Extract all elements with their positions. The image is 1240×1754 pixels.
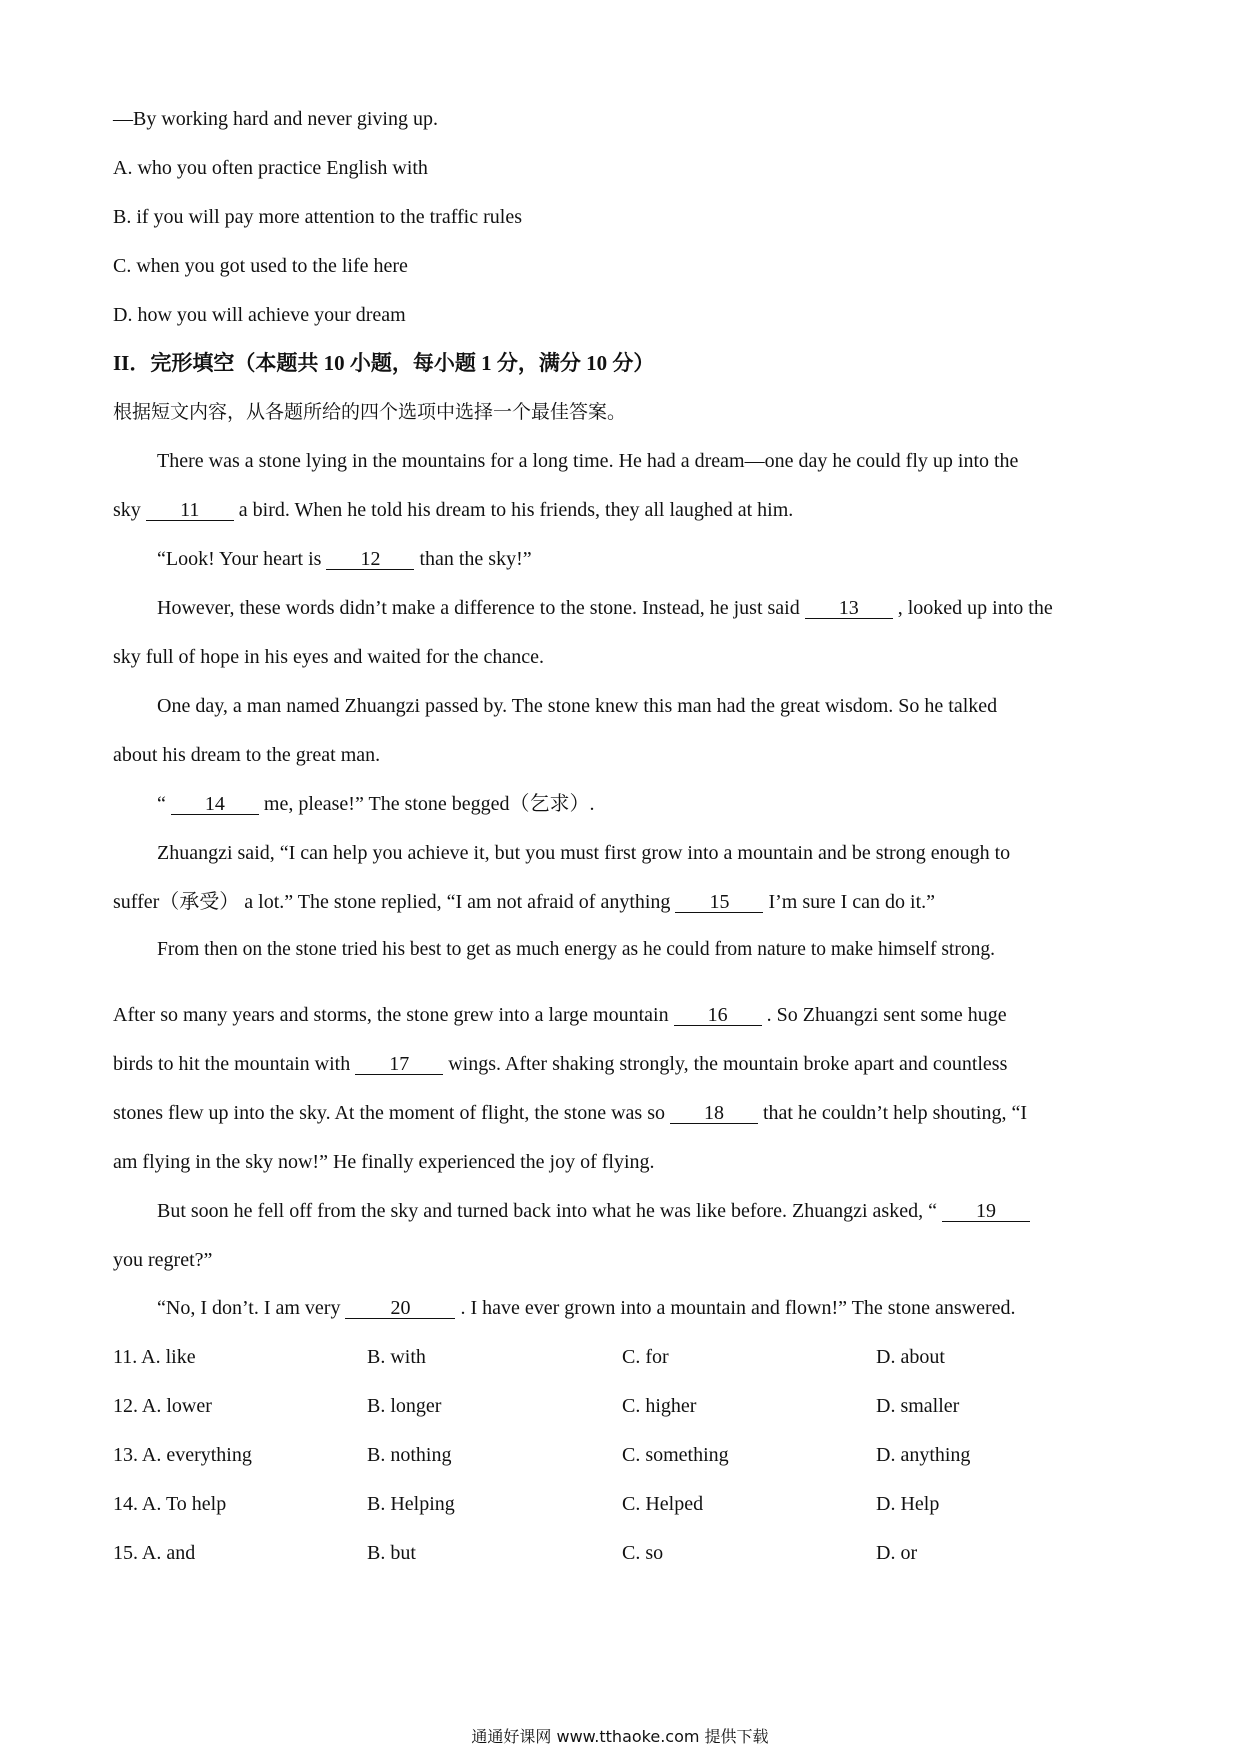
passage-line-15: am flying in the sky now!” He finally experienced the joy of flying. xyxy=(113,1151,655,1173)
blank-15: 15 xyxy=(675,892,763,913)
option-14-b: B. Helping xyxy=(367,1493,455,1515)
passage-line-5: sky full of hope in his eyes and waited for the chance. xyxy=(113,646,544,668)
passage-line-8 xyxy=(157,792,595,816)
passage-text: But soon he fell off from the sky and turned back into what he was like before. Zhuangzi asked, “ xyxy=(157,1200,942,1222)
blank-16: 16 xyxy=(674,1005,762,1026)
option-15-c: C. so xyxy=(622,1542,664,1564)
passage-line-1: There was a stone lying in the mountains for a long time. He had a dream—one day he could fly up into the xyxy=(157,450,1019,472)
blank-13: 13 xyxy=(805,598,893,619)
blank-11: 11 xyxy=(146,500,234,521)
option-13-c: C. something xyxy=(622,1444,729,1466)
option-13-d: D. anything xyxy=(876,1444,971,1466)
passage-line-10 xyxy=(113,890,935,914)
option-15-b: B. but xyxy=(367,1542,416,1564)
passage-text: “No, I don’t. I am very xyxy=(157,1297,346,1319)
option-13-a: 13. A. everything xyxy=(113,1444,252,1466)
option-15-d: D. or xyxy=(876,1542,918,1564)
option-12-d: D. smaller xyxy=(876,1395,960,1417)
option-14-c: C. Helped xyxy=(622,1493,704,1515)
section-heading: II．完形填空（本题共 10 小题，每小题 1 分，满分 10 分） xyxy=(113,351,655,375)
passage-text: , looked up into the xyxy=(892,597,1053,619)
passage-text: . So Zhuangzi sent some huge xyxy=(761,1004,1007,1026)
passage-text: birds to hit the mountain with xyxy=(113,1053,356,1075)
passage-text: a bird. When he told his dream to his friends, they all laughed at him. xyxy=(233,499,794,521)
passage-text: After so many years and storms, the stone grew into a large mountain xyxy=(113,1004,674,1026)
passage-line-13 xyxy=(113,1052,1007,1076)
choice-c: C. when you got used to the life here xyxy=(113,255,408,277)
option-13-b: B. nothing xyxy=(367,1444,452,1466)
option-12-c: C. higher xyxy=(622,1395,697,1417)
choice-b: B. if you will pay more attention to the traffic rules xyxy=(113,206,522,228)
blank-12: 12 xyxy=(326,549,414,570)
passage-text: me, please!” The stone begged（乞求）. xyxy=(258,793,595,815)
passage-line-18 xyxy=(157,1296,1015,1320)
passage-text: suffer（承受） a lot.” The stone replied, “I am not afraid of anything xyxy=(113,891,676,913)
passage-text: than the sky!” xyxy=(414,548,532,570)
option-12-b: B. longer xyxy=(367,1395,442,1417)
passage-text: . I have ever grown into a mountain and flown!” The stone answered. xyxy=(455,1297,1016,1319)
choice-a: A. who you often practice English with xyxy=(113,157,428,179)
passage-line-3 xyxy=(157,547,532,571)
option-11-a: 11. A. like xyxy=(113,1346,196,1368)
option-14-a: 14. A. To help xyxy=(113,1493,227,1515)
passage-line-14 xyxy=(113,1101,1027,1125)
answer-line: —By working hard and never giving up. xyxy=(113,108,438,130)
passage-text: “Look! Your heart is xyxy=(157,548,327,570)
passage-text: “ xyxy=(157,793,171,815)
option-11-c: C. for xyxy=(622,1346,669,1368)
passage-line-16 xyxy=(157,1199,1030,1223)
passage-line-9: Zhuangzi said, “I can help you achieve it, but you must first grow into a mountain and be strong enough to xyxy=(157,842,1011,864)
option-15-a: 15. A. and xyxy=(113,1542,196,1564)
passage-text: stones flew up into the sky. At the moment of flight, the stone was so xyxy=(113,1102,670,1124)
choice-d: D. how you will achieve your dream xyxy=(113,304,406,326)
passage-line-12 xyxy=(113,1003,1007,1027)
passage-text: wings. After shaking strongly, the mountain broke apart and countless xyxy=(443,1053,1008,1075)
option-11-b: B. with xyxy=(367,1346,426,1368)
passage-line-4 xyxy=(157,596,1053,620)
passage-line-17: you regret?” xyxy=(113,1249,213,1271)
blank-14: 14 xyxy=(171,794,259,815)
section-instruction: 根据短文内容，从各题所给的四个选项中选择一个最佳答案。 xyxy=(113,401,627,423)
page-footer: 通通好课网 www.tthaoke.com 提供下载 xyxy=(471,1727,769,1746)
passage-line-11: From then on the stone tried his best to get as much energy as he could from nature to make himself strong. xyxy=(157,939,995,960)
option-14-d: D. Help xyxy=(876,1493,940,1515)
blank-18: 18 xyxy=(670,1103,758,1124)
passage-text: I’m sure I can do it.” xyxy=(763,891,936,913)
blank-20: 20 xyxy=(345,1298,455,1319)
passage-text: that he couldn’t help shouting, “I xyxy=(757,1102,1028,1124)
option-12-a: 12. A. lower xyxy=(113,1395,212,1417)
passage-line-7: about his dream to the great man. xyxy=(113,744,381,766)
passage-line-6: One day, a man named Zhuangzi passed by. The stone knew this man had the great wisdom. So he talked xyxy=(157,695,998,717)
blank-17: 17 xyxy=(355,1054,443,1075)
option-11-d: D. about xyxy=(876,1346,945,1368)
passage-text: However, these words didn’t make a difference to the stone. Instead, he just said xyxy=(157,597,805,619)
passage-text: sky xyxy=(113,499,146,521)
passage-line-2 xyxy=(113,498,793,522)
blank-19: 19 xyxy=(942,1201,1030,1222)
